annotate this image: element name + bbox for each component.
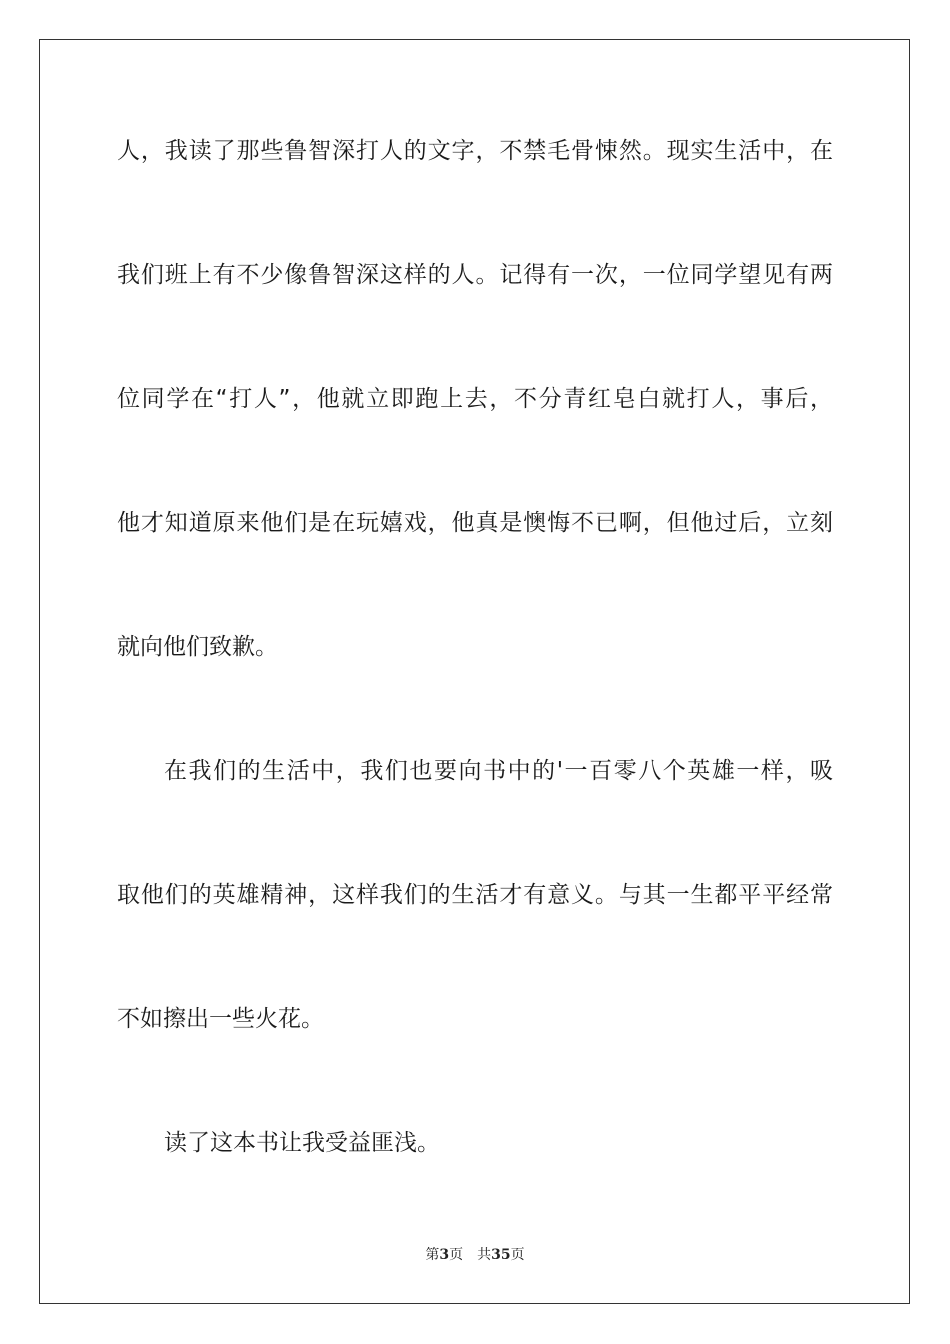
paragraph-line: 我们班上有不少像鲁智深这样的人。记得有一次，一位同学望见有两: [117, 262, 833, 288]
page-border: [39, 39, 910, 1304]
total-suffix: 页: [510, 1247, 525, 1263]
page-footer: [0, 1246, 950, 1264]
paragraph-line: 就向他们致歉。: [117, 634, 278, 660]
paragraph-line: 人，我读了那些鲁智深打人的文字，不禁毛骨悚然。现实生活中，在: [117, 138, 833, 164]
paragraph-line: 不如擦出一些火花。: [117, 1006, 324, 1032]
paragraph-line: 位同学在“打人”，他就立即跑上去，不分青红皂白就打人，事后，: [117, 386, 833, 412]
paragraph-line: 取他们的英雄精神，这样我们的生活才有意义。与其一生都平平经常: [117, 882, 833, 908]
page-suffix: 页: [449, 1247, 464, 1263]
page-number: 3: [439, 1247, 450, 1263]
page-prefix: 第: [425, 1247, 440, 1263]
paragraph-line: 读了这本书让我受益匪浅。: [164, 1130, 440, 1156]
paragraph-line: 他才知道原来他们是在玩嬉戏，他真是懊悔不已啊，但他过后，立刻: [117, 510, 833, 536]
total-prefix: 共: [477, 1247, 492, 1263]
paragraph-line: 在我们的生活中，我们也要向书中的'一百零八个英雄一样，吸: [164, 758, 833, 784]
total-pages: 35: [491, 1247, 511, 1263]
